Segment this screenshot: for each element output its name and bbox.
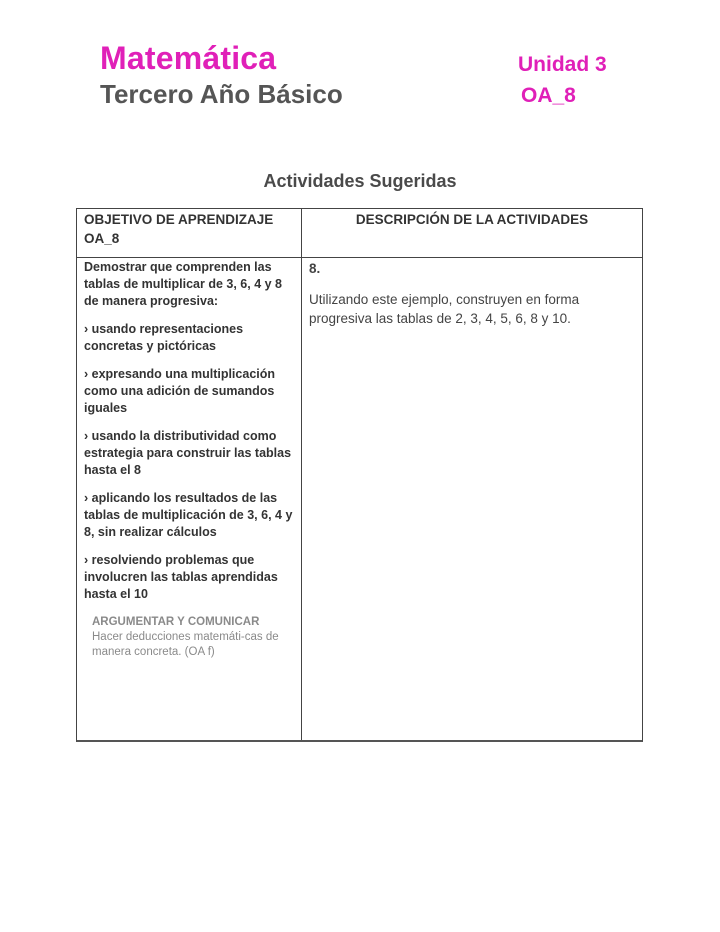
activities-table: [76, 208, 643, 742]
section-title: Actividades Sugeridas: [263, 171, 457, 191]
activity-cell: [309, 259, 634, 328]
skill-text: Hacer deducciones matemáti-cas de manera concreta. (OA f): [92, 631, 279, 658]
unit-label: Unidad 3: [518, 53, 607, 76]
objective-bullet: › usando la distributividad como estrategia para construir las tablas hasta el 8: [84, 429, 292, 477]
objective-bullet: › aplicando los resultados de las tablas de multiplicación de 3, 6, 4 y 8, sin realizar cálculos: [84, 491, 293, 539]
objective-intro: Demostrar que comprenden las tablas de multiplicar de 3, 6, 4 y 8 de manera progresiva:: [84, 260, 282, 308]
skill-title: ARGUMENTAR Y COMUNICAR: [92, 616, 260, 628]
header-objective: [84, 210, 296, 248]
header-divider: [77, 257, 642, 258]
skill-box: [84, 615, 296, 660]
header-description: DESCRIPCIÓN DE LA ACTIVIDADES: [355, 212, 589, 227]
activity-number: 8.: [309, 261, 321, 276]
objective-cell: [84, 259, 296, 660]
objective-bullet: › expresando una multiplicación como una adición de sumandos iguales: [84, 367, 276, 415]
subject-title: Matemática: [100, 40, 277, 76]
column-divider: [301, 209, 302, 740]
oa-label: OA_8: [521, 84, 576, 107]
header-objective-line2: OA_8: [84, 231, 120, 246]
header-objective-line1: OBJETIVO DE APRENDIZAJE: [84, 212, 274, 227]
activity-text: Utilizando este ejemplo, construyen en forma progresiva las tablas de 2, 3, 4, 5, 6, 8 y 10.: [309, 292, 580, 326]
grade-title: Tercero Año Básico: [100, 79, 343, 109]
objective-bullet: › resolviendo problemas que involucren las tablas aprendidas hasta el 10: [84, 553, 278, 601]
objective-bullet: › usando representaciones concretas y pictóricas: [84, 322, 244, 353]
